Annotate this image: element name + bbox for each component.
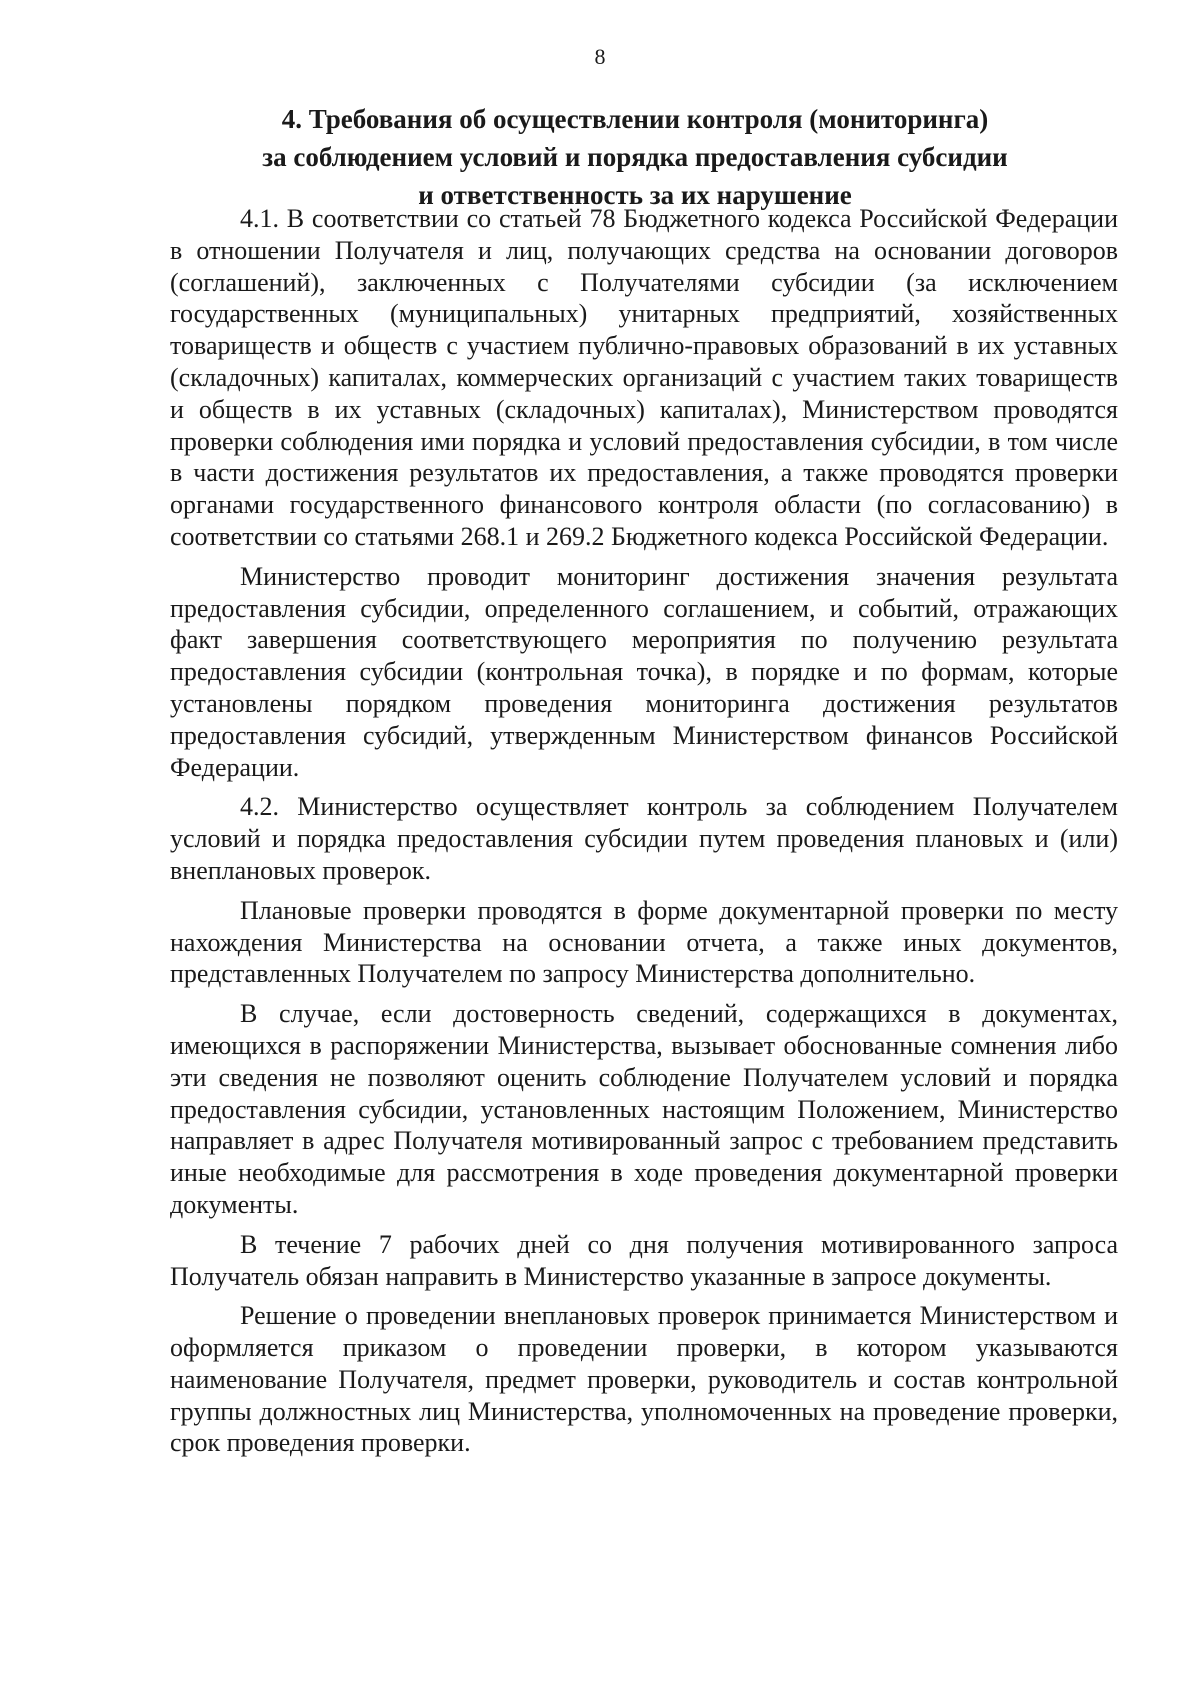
section-heading-line-3: и ответственность за их нарушение bbox=[418, 180, 852, 210]
paragraph-monitoring: Министерство проводит мониторинг достижения значения результата предоставления субсидии, определенного соглашением, и событий, отражающих факт завершения соответствующего мероприятия по получению результата предоставления субсидии (контрольная точка), в порядке и по формам, которые установлены порядком проведения мониторинга достижения результатов предоставления субсидий, утвержденным Министерством финансов Российской Федерации. bbox=[170, 561, 1118, 782]
paragraph-reliability: В случае, если достоверность сведений, содержащихся в документах, имеющихся в распоряжении Министерства, вызывает обоснованные сомнения либо эти сведения не позволяют оценить соблюдение Получателем условий и порядка предоставления субсидии, установленных настоящим Положением, Министерство направляет в адрес Получателя мотивированный запрос с требованием представить иные необходимые для рассмотрения в ходе проведения документарной проверки документы. bbox=[170, 999, 1118, 1219]
paragraph-unscheduled-checks: Решение о проведении внеплановых проверок принимается Министерством и оформляется приказом о проведении проверки, в котором указываются наименование Получателя, предмет проверки, руководитель и состав контрольной группы должностных лиц Министерства, уполномоченных на проведение проверки, срок проведения проверки. bbox=[170, 1301, 1118, 1458]
page-number: 8 bbox=[594, 44, 606, 69]
section-heading-line-2: за соблюдением условий и порядка предоставления субсидии bbox=[262, 142, 1008, 172]
section-heading-line-1: 4. Требования об осуществлении контроля (мониторинга) bbox=[281, 104, 989, 134]
paragraph-deadline: В течение 7 рабочих дней со дня получения мотивированного запроса Получатель обязан направить в Министерство указанные в запросе документы. bbox=[170, 1229, 1118, 1291]
paragraph-4-2: 4.2. Министерство осуществляет контроль за соблюдением Получателем условий и порядка предоставления субсидии путем проведения плановых и (или) внеплановых проверок. bbox=[170, 792, 1118, 885]
section-heading bbox=[200, 100, 1070, 214]
document-body bbox=[170, 203, 1118, 1459]
paragraph-4-1: 4.1. В соответствии со статьей 78 Бюджетного кодекса Российской Федерации в отношении Получателя и лиц, получающих средства на основании договоров (соглашений), заключенных с Получателями субсидии (за исключением государственных (муниципальных) унитарных предприятий, хозяйственных товариществ и обществ с участием публично-правовых образований в их уставных (складочных) капиталах, коммерческих организаций с участием таких товариществ и обществ в их уставных (складочных) капиталах), Министерством проводятся проверки соблюдения ими порядка и условий предоставления субсидии, в том числе в части достижения результатов их предоставления, а также проводятся проверки органами государственного финансового контроля области (по согласованию) в соответствии со статьями 268.1 и 269.2 Бюджетного кодекса Российской Федерации. bbox=[170, 204, 1118, 551]
paragraph-planned-checks: Плановые проверки проводятся в форме документарной проверки по месту нахождения Министерства на основании отчета, а также иных документов, представленных Получателем по запросу Министерства дополнительно. bbox=[170, 895, 1118, 989]
